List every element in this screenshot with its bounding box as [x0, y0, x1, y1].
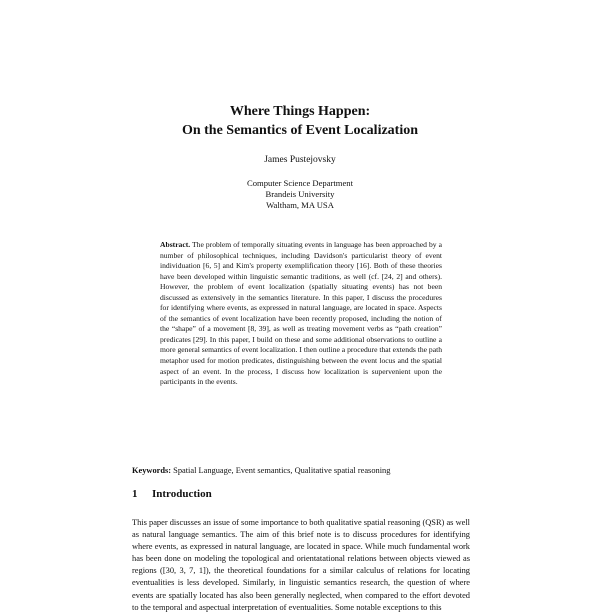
section-number: 1	[132, 488, 138, 500]
keywords-text: Spatial Language, Event semantics, Qualitative spatial reasoning	[173, 466, 391, 475]
paper-title-line-2: On the Semantics of Event Localization	[181, 123, 419, 138]
abstract-label: Abstract.	[160, 240, 191, 249]
author-name: James Pustejovsky	[264, 155, 336, 165]
abstract-text: The problem of temporally situating events in language has been approached by a number of philosophical techniques, including Davidson's particularist theory of event individuation [6, 5] and Kim's property exemplification theory [16]. Both of these theories have been developed within linguistic semantic traditions, as well (cf. [24, 2] and others). However, the problem of event localization (spatially situating events) has not been discussed as extensively in the semantics literature. In this paper, I discuss the procedures for identifying where events, as expressed in natural language, are located in space. Aspects of the semantics of event localization have been recently proposed, including the notion of the “shape” of a movement [8, 39], as well as treating movement verbs as “path creation” predicates [29]. In this paper, I build on these and some additional observations to outline a more general semantics of event localization. I then outline a procedure that extends the path metaphor used for motion predicates, distinguishing between the event locus and the spatial aspect of an event. In the process, I discuss how localization is supervenient upon the participants in the events.	[160, 240, 442, 387]
abstract	[160, 240, 442, 388]
affiliation-location: Waltham, MA USA	[266, 200, 334, 210]
section-title: Introduction	[152, 488, 212, 500]
paper-title-line-1: Where Things Happen:	[229, 104, 371, 119]
keywords-label: Keywords:	[132, 466, 172, 475]
affiliation-department: Computer Science Department	[247, 178, 353, 188]
introduction-paragraph: This paper discusses an issue of some importance to both qualitative spatial reasoning (QSR) as well as natural language semantics. The aim of this brief note is to discuss procedures for identifying where events, as expressed in natural language, are located in space. While much fundamental work has been done on modeling the topological and orientatational relations between objects viewed as regions ([30, 3, 7, 1]), the theoretical foundations for a similar calculus of relations for locating eventualities is less developed. Similarly, in linguistic semantics research, the question of where events are spatially located has also been generally neglected, when compared to the effort devoted to the temporal and aspectual interpretation of eventualities. Some notable exceptions to this	[132, 518, 470, 612]
section-heading	[132, 488, 212, 500]
affiliation-university: Brandeis University	[265, 189, 335, 199]
keywords	[132, 466, 472, 475]
